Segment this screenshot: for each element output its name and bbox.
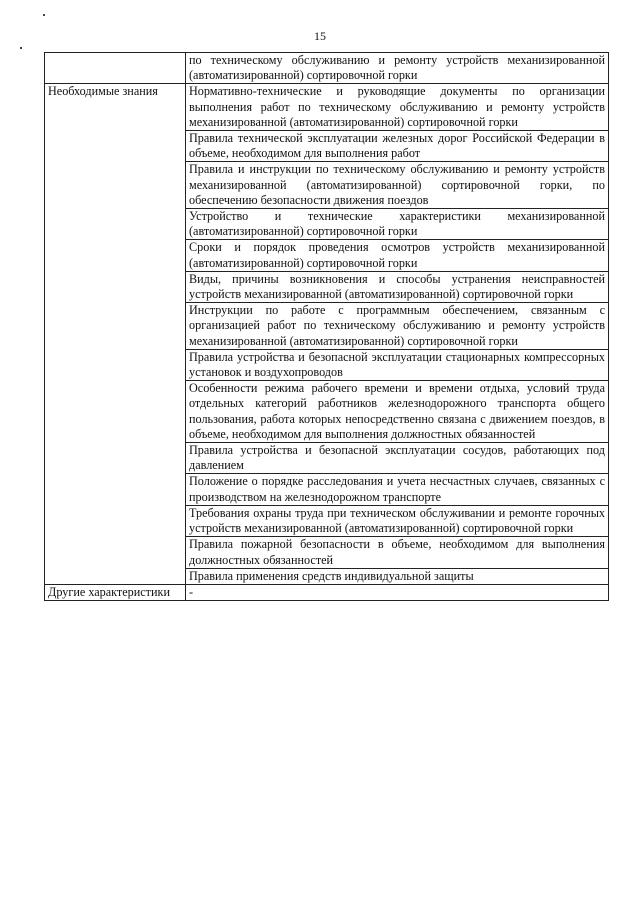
scan-speck <box>20 47 22 49</box>
knowledge-item: Правила технической эксплуатации железных дорог Российской Федерации в объеме, необходимом для выполнения работ <box>186 131 609 162</box>
table-cell: по техническому обслуживанию и ремонту устройств механизированной (автоматизированной) сортировочной горки <box>186 53 609 84</box>
knowledge-item: Нормативно-технические и руководящие документы по организации выполнения работ по техническому обслуживанию и ремонту устройств механизированной (автоматизированной) сортировочной горки <box>186 84 609 131</box>
knowledge-item: Положение о порядке расследования и учета несчастных случаев, связанных с производством на железнодорожном транспорте <box>186 474 609 505</box>
knowledge-item: Устройство и технические характеристики механизированной (автоматизированной) сортировочной горки <box>186 209 609 240</box>
knowledge-item: Правила применения средств индивидуальной защиты <box>186 568 609 584</box>
row-label <box>45 53 186 84</box>
knowledge-item: Правила и инструкции по техническому обслуживанию и ремонту устройств механизированной (автоматизированной) сортировочной горки, по обеспечению безопасности движения поездов <box>186 162 609 209</box>
knowledge-item: Инструкции по работе с программным обеспечением, связанным с организацией работ по техническому обслуживанию и ремонту устройств механизированной (автоматизированной) сортировочной горки <box>186 303 609 350</box>
competency-table <box>44 52 609 601</box>
knowledge-item: Правила устройства и безопасной эксплуатации сосудов, работающих под давлением <box>186 443 609 474</box>
table-row <box>45 84 609 131</box>
page-number: 15 <box>314 29 326 43</box>
knowledge-item: Правила устройства и безопасной эксплуатации стационарных компрессорных установок и воздухопроводов <box>186 349 609 380</box>
knowledge-item: Сроки и порядок проведения осмотров устройств механизированной (автоматизированной) сортировочной горки <box>186 240 609 271</box>
knowledge-item: Требования охраны труда при техническом обслуживании и ремонте горочных устройств механизированной (автоматизированной) сортировочной горки <box>186 505 609 536</box>
table-cell: - <box>186 584 609 600</box>
table-row <box>45 584 609 600</box>
table-row <box>45 53 609 84</box>
knowledge-item: Правила пожарной безопасности в объеме, необходимом для выполнения должностных обязанностей <box>186 537 609 568</box>
knowledge-item: Виды, причины возникновения и способы устранения неисправностей устройств механизированной (автоматизированной) сортировочной горки <box>186 271 609 302</box>
row-label-knowledge: Необходимые знания <box>45 84 186 585</box>
scan-speck <box>43 14 45 16</box>
knowledge-item: Особенности режима рабочего времени и времени отдыха, условий труда отдельных категорий работников железнодорожного транспорта общего пользования, работа которых непосредственно связана с движением поездов, в объеме, необходимом для выполнения должностных обязанностей <box>186 381 609 443</box>
row-label-other: Другие характеристики <box>45 584 186 600</box>
